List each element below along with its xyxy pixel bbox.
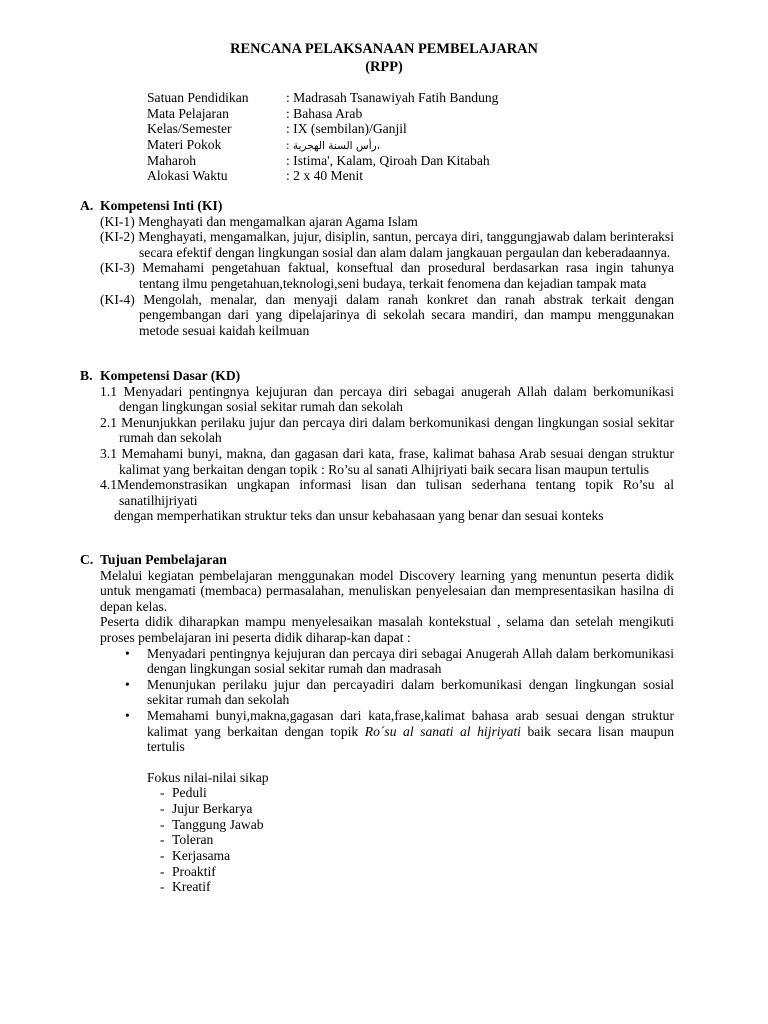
identity-row (147, 106, 498, 122)
kd-item: 1.1 Menyadari pentingnya kejujuran dan percaya diri sebagai anugerah Allah dalam berkomunikasi dengan lingkungan sosial sekitar rumah dan sekolah (100, 383, 674, 415)
section-kompetensi-dasar (80, 368, 674, 524)
section-heading (80, 552, 674, 568)
dash-marker: - (160, 879, 165, 895)
identity-label: Alokasi Waktu (147, 168, 228, 184)
bullet-text (147, 708, 674, 754)
identity-row (147, 137, 498, 153)
ki-item: (KI-2) Menghayati, mengamalkan, jujur, disiplin, santun, percaya diri, tanggungjawab dalam berinteraksi secara efektif dengan lingkungan sosial dan alam dalam jangkauan pergaulan dan keberadaannya. (100, 229, 674, 260)
section-heading (80, 198, 674, 214)
focus-list (160, 785, 674, 895)
ki-item: (KI-3) Memahami pengetahuan faktual, konseftual dan prosedural berdasarkan rasa ingin tahunya tentang ilmu pengetahuan,teknologi,seni budaya, terkait fenomena dan kejadian tampak mata (100, 260, 674, 291)
list-item (125, 708, 674, 755)
bullet-text-part: baik secara lisan maupun tertulis (147, 723, 674, 755)
list-item (160, 817, 674, 833)
dash-marker: - (160, 785, 165, 801)
identity-value: : Istima', Kalam, Qiroah Dan Kitabah (286, 152, 490, 168)
dash-marker: - (160, 848, 165, 864)
topic-name: Ro´su al sanati al hijriyati (364, 723, 521, 739)
section-title: Kompetensi Inti (KI) (100, 198, 223, 213)
focus-item: Peduli (172, 785, 207, 801)
dash-marker: - (160, 801, 165, 816)
identity-row (147, 90, 498, 106)
identity-row (147, 168, 498, 184)
kd-continuation: dengan memperhatikan struktur teks dan unsur kebahasaan yang benar dan sesuai konteks (114, 508, 604, 524)
tujuan-bullet-list (125, 646, 674, 755)
bullet-icon: • (125, 676, 130, 692)
kd-item: 3.1 Memahami bunyi, makna, dan gagasan dari kata, frase, kalimat bahasa Arab sesuai dengan struktur kalimat yang berkaitan dengan topik : Ro’su al sanati Alhijriyati baik secara lisan maupun tertulis (100, 445, 674, 477)
section-kompetensi-inti (80, 198, 674, 338)
identity-label: Mata Pelajaran (147, 105, 229, 121)
bullet-text: Menunjukan perilaku jujur dan percayadiri dalam berkomunikasi dengan lingkungan sosial sekitar rumah dan sekolah (147, 676, 674, 708)
bullet-icon: • (125, 645, 130, 661)
identity-label: Kelas/Semester (147, 121, 232, 137)
focus-item: Kerjasama (172, 848, 231, 864)
focus-item: Toleran (172, 832, 214, 848)
list-item (160, 864, 674, 880)
identity-row (147, 121, 498, 137)
identity-label: Satuan Pendidikan (147, 90, 249, 105)
section-title: Kompetensi Dasar (KD) (100, 368, 241, 383)
bullet-text-part: Memahami bunyi,makna,gagasan dari kata,frase,kalimat bahasa arab sesuai dengan struktur kalimat yang berkaitan dengan topik (147, 707, 674, 739)
tujuan-paragraph: Melalui kegiatan pembelajaran menggunakan model Discovery learning yang menuntun peserta didik untuk mengamati (membaca) permasalahan, menuliskan penyelesaian dan mempresentasikan hasilna di depan kelas. (100, 567, 674, 614)
identity-value: : Bahasa Arab (286, 105, 363, 121)
focus-values (147, 770, 674, 895)
kd-item: 4.1Mendemonstrasikan ungkapan informasi lisan dan tulisan sederhana tentang topik Ro’su al sanatilhijriyati (100, 477, 674, 508)
dash-marker: - (160, 832, 165, 848)
dash-marker: - (160, 863, 165, 879)
section-letter: A. (80, 198, 94, 213)
identity-value: : 2 x 40 Menit (286, 168, 364, 184)
section-letter: C. (80, 552, 94, 567)
list-item (160, 832, 674, 848)
tujuan-paragraph: Peserta didik diharapkan mampu menyelesaikan masalah kontekstual , selama dan setelah mengikuti proses pembelajaran ini peserta didik diharap-kan dapat : (100, 614, 674, 645)
focus-item: Jujur Berkarya (172, 801, 253, 816)
list-item (160, 801, 674, 817)
identity-row (147, 153, 498, 169)
list-item (125, 677, 674, 708)
focus-item: Kreatif (172, 879, 211, 895)
document-subtitle: (RPP) (365, 59, 403, 75)
document-title: RENCANA PELAKSANAAN PEMBELAJARAN (230, 41, 538, 57)
identity-value: : Madrasah Tsanawiyah Fatih Bandung (286, 90, 499, 105)
focus-item: Tanggung Jawab (172, 816, 264, 832)
ki-item: (KI-4) Mengolah, menalar, dan menyaji dalam ranah konkret dan ranah abstrak terkait dengan pengembangan dari yang dipelajarinya di sekolah secara mandiri, dan mampu menggunakan metode sesuai kaidah keilmuan (100, 291, 674, 338)
focus-item: Proaktif (172, 863, 216, 879)
identity-value: : رأس السنة الهجرية، (286, 140, 381, 153)
section-tujuan-pembelajaran (80, 552, 674, 895)
identity-label: Maharoh (147, 152, 197, 168)
section-title: Tujuan Pembelajaran (100, 552, 227, 567)
kd-item: 2.1 Menunjukkan perilaku jujur dan percaya diri dalam berkomunikasi dengan lingkungan sosial sekitar rumah dan sekolah (100, 414, 674, 446)
list-item (160, 848, 674, 864)
ki-item: (KI-1) Menghayati dan mengamalkan ajaran Agama Islam (100, 213, 418, 229)
identity-label: Materi Pokok (147, 137, 222, 153)
list-item (125, 646, 674, 677)
list-item (160, 785, 674, 801)
identity-block (147, 90, 498, 184)
section-letter: B. (80, 368, 93, 383)
bullet-text: Menyadari pentingnya kejujuran dan percaya diri sebagai Anugerah Allah dalam berkomunikasi dengan lingkungan sosial sekitar rumah dan madrasah (147, 645, 674, 677)
dash-marker: - (160, 816, 165, 832)
bullet-icon: • (125, 707, 130, 723)
identity-value: : IX (sembilan)/Ganjil (286, 121, 407, 137)
focus-title: Fokus nilai-nilai sikap (147, 769, 269, 785)
section-heading (80, 368, 674, 384)
list-item (160, 879, 674, 895)
